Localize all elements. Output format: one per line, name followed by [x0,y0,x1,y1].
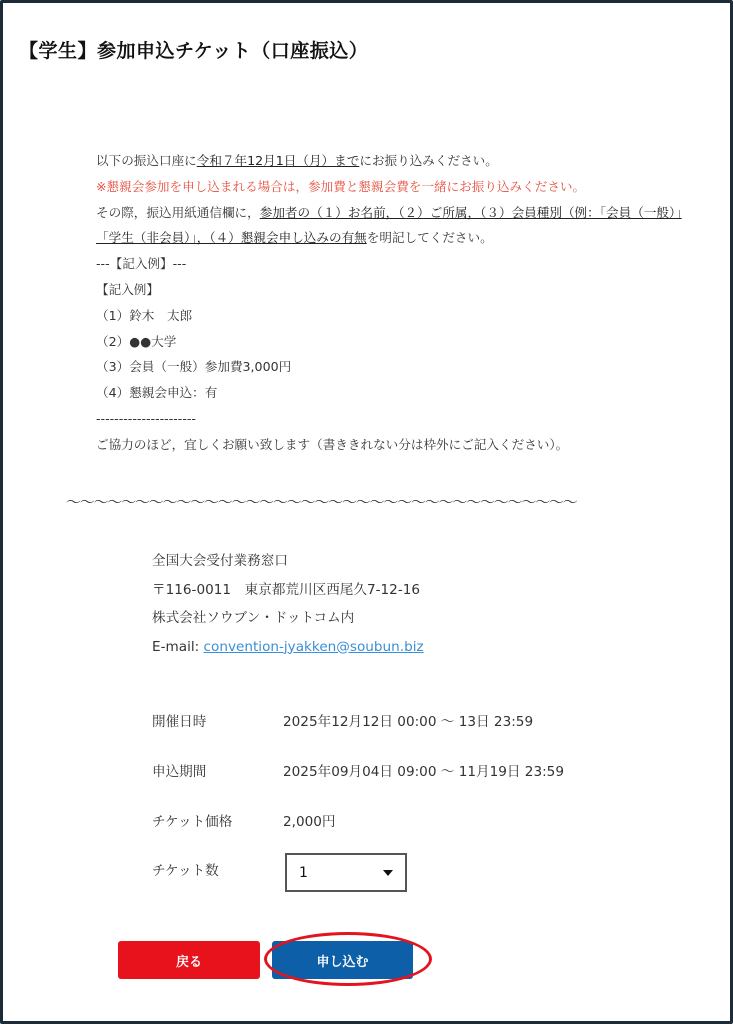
notice-text: 以下の振込口座に [96,153,197,168]
example-item-1: （1）鈴木 太郎 [96,307,193,323]
contact-company: 株式会社ソウブン・ドットコム内 [152,610,355,626]
notice-text: にお振り込みください。 [359,153,498,168]
contact-address: 〒116-0011 東京都荒川区西尾久7-12-16 [152,581,421,598]
event-date-label: 開催日時 [152,714,207,730]
payment-notice [96,148,686,458]
example-header: ---【記入例】--- [96,256,187,272]
ticket-price-label: チケット価格 [152,814,233,830]
wave-divider: 〜〜〜〜〜〜〜〜〜〜〜〜〜〜〜〜〜〜〜〜〜〜〜〜〜〜〜〜〜〜〜〜〜〜〜〜〜 [66,493,577,511]
example-item-2: （2）●●大学 [96,333,177,349]
email-link[interactable]: convention-jyakken@soubun.biz [203,638,424,655]
email-label: E-mail: [152,638,204,655]
back-button[interactable]: 戻る [118,941,260,979]
notice-line-instructions [96,200,686,252]
ticket-count-select[interactable] [285,853,407,892]
ticket-count-value: 1 [299,865,308,881]
closing-text: ご協力のほど，宜しくお願い致します（書ききれない分は枠外にご記入ください）。 [96,436,569,452]
notice-text: その際，振込用紙通信欄に， [96,204,260,220]
notice-text: を明記してください。 [366,230,493,246]
contact-office: 全国大会受付業務窓口 [152,553,288,569]
deadline-text: 令和７年12月1日（月）まで [196,153,360,168]
example-item-4: （4）懇親会申込：有 [96,385,218,401]
notice-red-warning: ※懇親会参加を申し込まれる場合は，参加費と懇親会費を一緒にお振り込みください。 [96,178,586,194]
example-title: 【記入例】 [96,281,159,297]
application-period-label: 申込期間 [152,764,207,780]
example-divider: ---------------------- [96,410,196,426]
page-title: 【学生】参加申込チケット（口座振込） [19,40,369,62]
ticket-price-value: 2,000円 [283,814,336,830]
event-date-value: 2025年12月12日 00:00 〜 13日 23:59 [283,714,534,730]
notice-line-deadline [96,148,686,174]
required-fields-text: 参加者の（１）お名前，（２）ご所属，（３）会員種別（例：「会員（一般）」「学生（非会員）」，（４）懇親会申し込みの有無 [96,204,682,246]
contact-email-line [152,633,424,662]
example-item-3: （3）会員（一般）参加費3,000円 [96,359,292,375]
contact-block [152,547,424,661]
application-period-value: 2025年09月04日 09:00 〜 11月19日 23:59 [283,764,564,780]
apply-button[interactable]: 申し込む [272,941,413,979]
caret-down-icon [383,870,393,876]
ticket-count-label: チケット数 [152,863,219,879]
